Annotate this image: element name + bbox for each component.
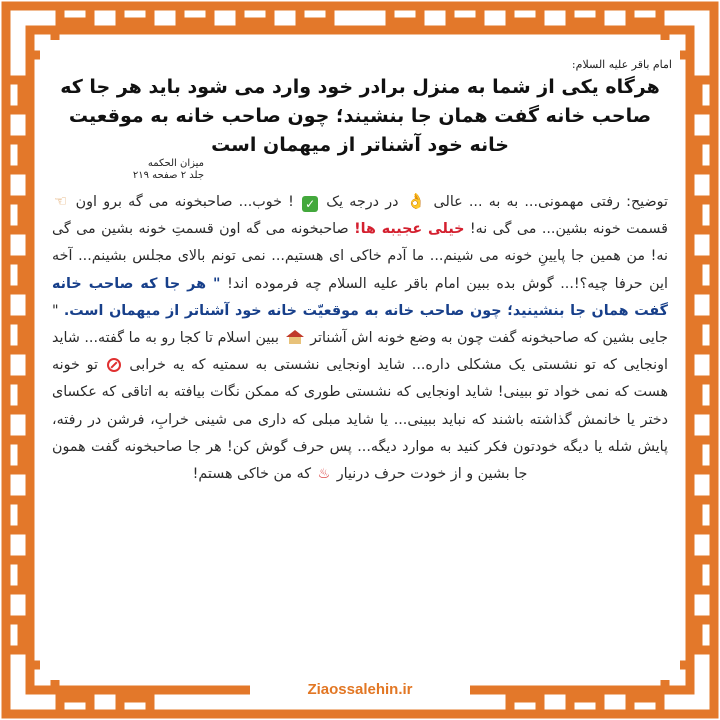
text-segment: توضیح: رفتی مهمونی... به به ... عالی <box>433 194 668 210</box>
text-segment: صاحبخونه می گه اون قسمتِ خونه بشین می گی نه! من همین جا پایینِ خونه می شینم... ما آدم خاکی ای هستیم... نمی تونم بالای مجلس بشینم... آخه این حرفا چیه؟!... گوش بده ببین امام باقر علیه السلام چه فرموده اند! <box>52 221 669 292</box>
text-segment: قسمت خونه بشین... می گی نه! <box>469 221 668 238</box>
website-link[interactable]: Ziaossalehin.ir <box>307 681 413 698</box>
hadith-text: هرگاه یکی از شما به منزل برادر خود وارد می شود باید هر جا که صاحب خانه گفت همان جا بنشیند؛ چون صاحب خانه به موقعیت خانه خود آشناتر از میهمان است <box>60 76 660 156</box>
text-segment: در درجه یک <box>326 194 399 210</box>
text-segment: " جایی بشین که صاحبخونه گفت چون به وضع خونه اش آشناتر <box>52 302 668 347</box>
text-segment: که من خاکی هستم! <box>192 466 312 483</box>
text-segment: تو خونه هست که نمی خواد تو ببینی! شاید اونجایی که نشستی طوری که ممکن نگات بیافته به اتاقی که عکسای دختر یا خانمش گذاشته باشند که نباید ببینی... یا شاید مبلی که داری می شینی خرابِ، فرشن در رفته، پایش شله یا دیگه خودتون فکر کنید به موارد دیگه... پس حرف گوش کن! هر جا صاحبخونه گفت همون جا بشین و از خودت حرف درنیار <box>52 357 668 483</box>
highlight-red-text: خیلی عجیبه ها! <box>354 221 465 238</box>
text-segment: ! خوب... صاحبخونه می گه برو اون <box>75 194 294 210</box>
source-volume: جلد ۲ صفحه ۲۱۹ <box>132 170 204 181</box>
check-mark-icon: ✓ <box>302 196 318 212</box>
hadith-attribution: امام باقر علیه السلام: <box>571 58 672 71</box>
house-icon <box>286 330 304 344</box>
main-content <box>46 58 674 668</box>
no-entry-icon <box>107 358 121 372</box>
hot-springs-icon: ♨ <box>317 466 331 483</box>
highlight-quote-text: " هر جا که صاحب خانه گفت همان جا بنشینید؛ چون صاحب خانه به موقعیّت خانه خود آشناتر از میهمان است. <box>52 275 668 319</box>
pointing-hand-icon: ☜ <box>54 192 68 210</box>
source-book: میزان الحکمه <box>147 158 204 169</box>
hadith-source <box>124 158 204 182</box>
explanation-text <box>52 188 668 488</box>
ok-hand-icon: 👌 <box>406 192 426 210</box>
text-segment: ببین اسلام تا کجا رو به ما گفته... شاید اونجایی که تو نشستی یک مشکلی داره... شاید اونجایی نشستی به سمتیه که یه خرابی <box>52 330 669 374</box>
